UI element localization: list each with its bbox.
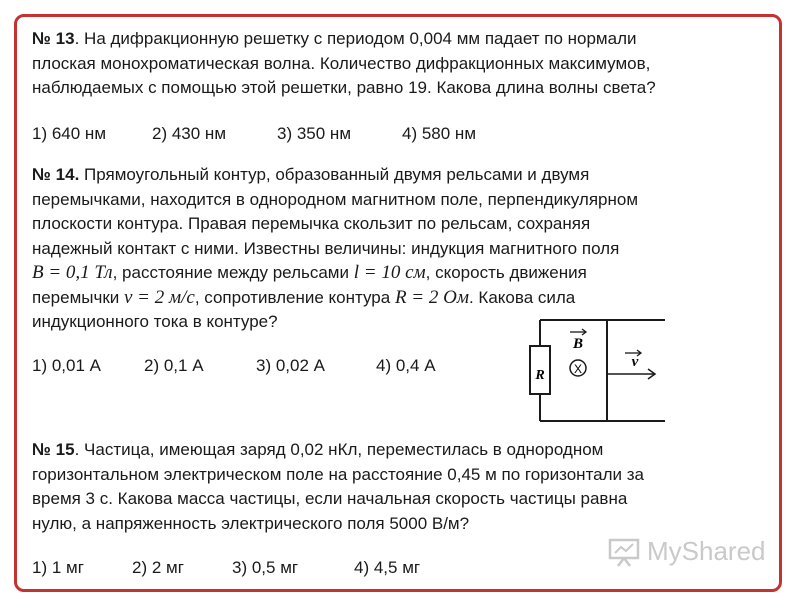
q15-answer-4: 4) 4,5 мг [354,558,421,577]
field-label: B [572,336,584,352]
q14-answers [32,356,436,376]
q14-text-v-before: перемычки [32,287,124,307]
q14-text-r-after: . Какова сила [468,287,576,307]
resistor-label: R [535,368,545,383]
circuit-diagram [520,308,680,434]
q15-text-line1: . Частица, имеющая заряд 0,02 нКл, переместилась в однородном [74,440,604,459]
q13-text-line1: . На дифракционную решетку с периодом 0,004 мм падает по нормали [74,29,637,48]
q14-answer-4: 4) 0,4 А [376,356,436,375]
q15-answer-2: 2) 2 мг [132,558,184,577]
q14-formula-v: v = 2 м/с [124,286,195,308]
velocity-label: v [631,354,639,370]
presentation-icon [607,537,641,567]
q15-answer-3: 3) 0,5 мг [232,558,299,577]
q13-answer-1: 1) 640 нм [32,124,107,143]
q14-text-line3: плоскости контура. Правая перемычка скользит по рельсам, сохраняя [32,214,591,233]
q15-answer-1: 1) 1 мг [32,558,84,577]
question-15 [32,438,772,536]
q15-text-line2: горизонтальном электрическом поле на расстояние 0,45 м по горизонтали за [32,464,644,484]
q14-formula-l: l = 10 см [353,262,426,283]
q14-number: № 14. [32,165,80,184]
q14-text-line7: индукционного тока в контуре? [32,312,278,331]
q13-answers [32,124,476,144]
q14-text-line4: надежный контакт с ними. Известны величины: индукция магнитного поля [32,238,620,258]
q13-answer-2: 2) 430 нм [152,124,227,143]
q14-text-v-after: , сопротивление контура [194,287,395,307]
q15-answers [32,558,420,578]
q13-text-line3: наблюдаемых с помощью этой решетки, равно 19. Какова длина волны света? [32,78,656,97]
q14-text-line2: перемычками, находится в однородном магнитном поле, перпендикулярном [32,189,639,209]
q13-answer-3: 3) 350 нм [277,124,352,143]
field-into-page-symbol: X [573,362,583,376]
watermark [607,536,766,567]
q15-text-line4: нулю, а напряженность электрического поля 5000 В/м? [32,513,470,533]
q14-answer-1: 1) 0,01 А [32,356,101,375]
q14-formula-b: B = 0,1 Тл [32,262,113,283]
q13-number: № 13 [32,29,75,48]
q14-text-l-after: , скорость движения [425,263,587,282]
q13-text-line2: плоская монохроматическая волна. Количество дифракционных максимумов, [32,53,651,73]
watermark-text: MyShared [647,536,766,566]
q15-text-line3: время 3 с. Какова масса частицы, если начальная скорость частицы равна [32,489,628,508]
q14-answer-3: 3) 0,02 А [256,356,325,375]
q15-number: № 15 [32,440,75,459]
question-13 [32,27,772,101]
q13-answer-4: 4) 580 нм [402,124,477,143]
q14-text-line1: Прямоугольный контур, образованный двумя рельсами и двумя [79,165,590,184]
q14-text-b-after: , расстояние между рельсами [112,263,354,282]
q14-formula-r: R = 2 Ом [394,286,469,308]
q14-answer-2: 2) 0,1 А [144,356,204,375]
